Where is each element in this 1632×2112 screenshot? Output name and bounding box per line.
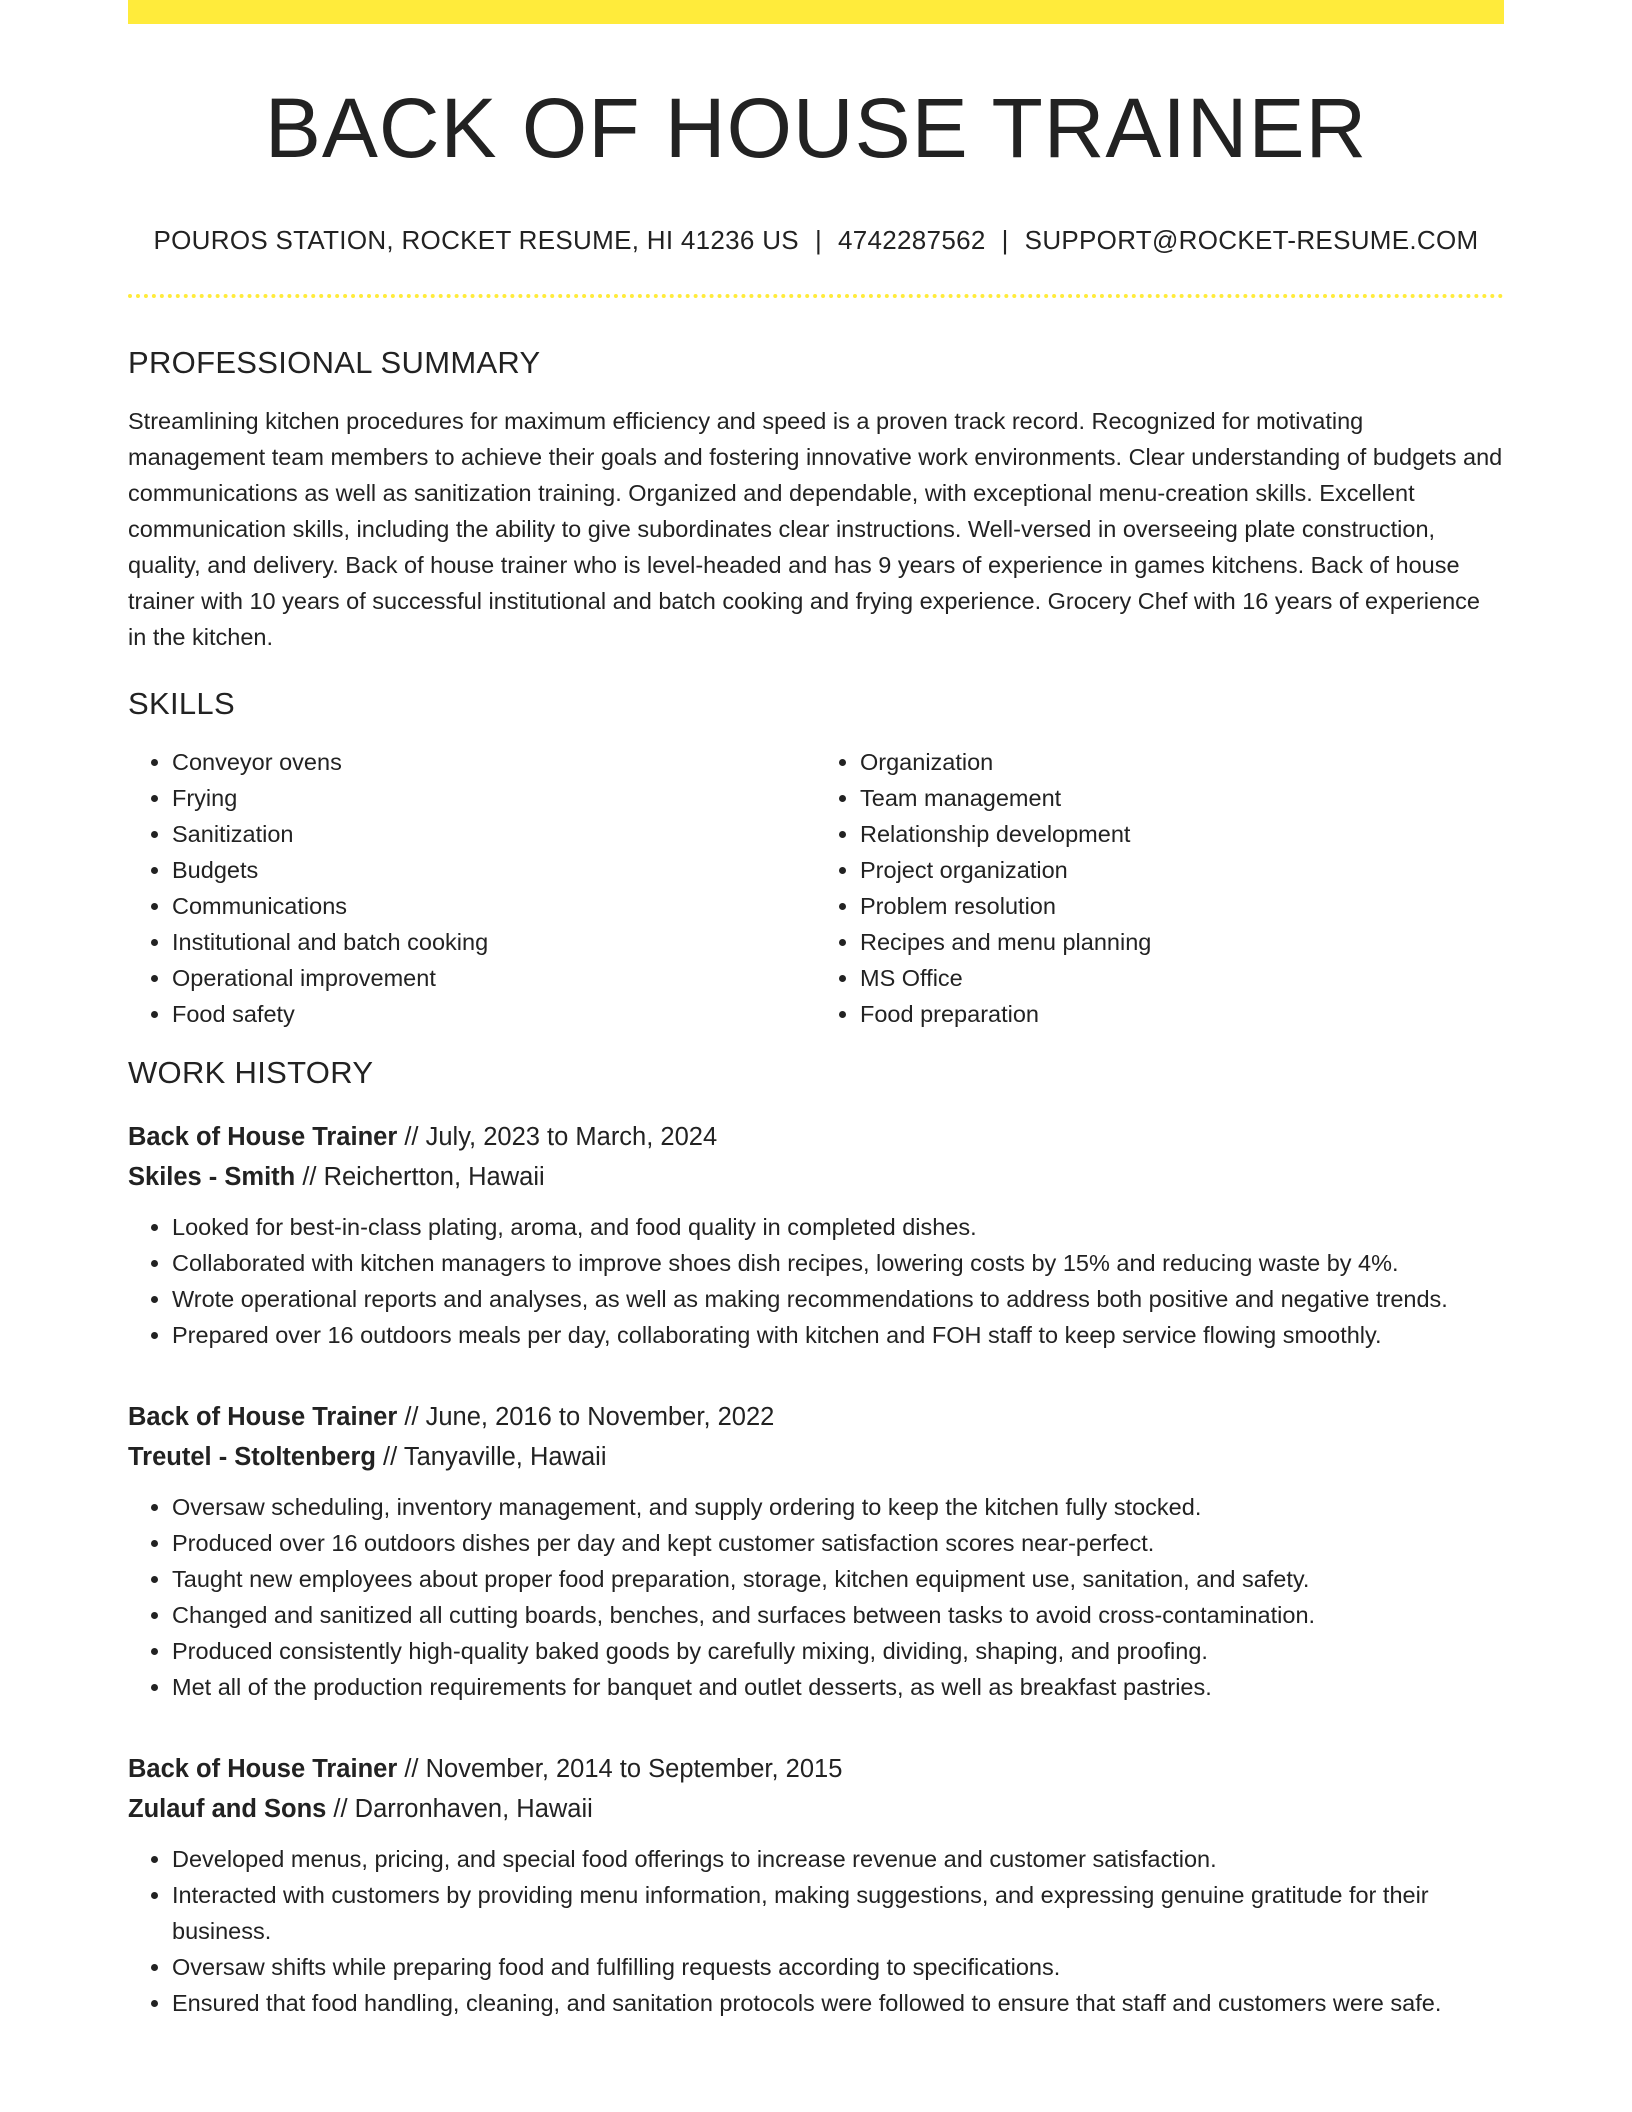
job-bullet: • Met all of the production requirements for banquet and outlet desserts, as well as breakfast pastries. [172, 1669, 1504, 1705]
skill-item: • Problem resolution [860, 888, 1504, 924]
job-bullets [128, 1209, 1504, 1353]
skill-item: • Food safety [172, 996, 816, 1032]
job-bullets [128, 1841, 1504, 2021]
skill-item: • Food preparation [860, 996, 1504, 1032]
job-entry [128, 1397, 1504, 1705]
contact-phone[interactable]: 4742287562 [838, 224, 986, 255]
skill-item: • Operational improvement [172, 960, 816, 996]
skill-item: • Institutional and batch cooking [172, 924, 816, 960]
job-dates: // July, 2023 to March, 2024 [397, 1123, 718, 1152]
top-accent-bar [128, 0, 1504, 24]
contact-separator: | [814, 224, 822, 255]
skill-item: • Budgets [172, 852, 816, 888]
skill-item: • MS Office [860, 960, 1504, 996]
job-bullet: • Looked for best-in-class plating, aroma, and food quality in completed dishes. [172, 1209, 1504, 1245]
job-bullet: • Changed and sanitized all cutting boards, benches, and surfaces between tasks to avoid cross-contamination. [172, 1597, 1504, 1633]
job-bullet: • Oversaw shifts while preparing food and fulfilling requests according to specifications. [172, 1949, 1504, 1985]
job-company: Skiles - Smith [128, 1163, 296, 1192]
summary-text: Streamlining kitchen procedures for maximum efficiency and speed is a proven track record. Recognized for motivating management team members to achieve their goals and fostering innovative work environments. Clear understanding of budgets and communications as well as sanitization training. Organized and dependable, with exceptional menu-creation skills. Excellent communication skills, including the ability to give subordinates clear instructions. Well-versed in overseeing plate construction, quality, and delivery. Back of house trainer who is level-headed and has 9 years of experience in games kitchens. Back of house trainer with 10 years of successful institutional and batch cooking and frying experience. Grocery Chef with 16 years of experience in the kitchen. [128, 407, 1503, 650]
job-dates: // November, 2014 to September, 2015 [397, 1755, 843, 1784]
job-title: Back of House Trainer [128, 1123, 398, 1152]
job-title: Back of House Trainer [128, 1755, 398, 1784]
job-bullet: • Prepared over 16 outdoors meals per day, collaborating with kitchen and FOH staff to keep service flowing smoothly. [172, 1317, 1504, 1353]
skills-column-right [816, 744, 1504, 1032]
job-bullet: • Produced consistently high-quality baked goods by carefully mixing, dividing, shaping, and proofing. [172, 1633, 1504, 1669]
skill-item: • Organization [860, 744, 1504, 780]
job-title: Back of House Trainer [128, 1403, 398, 1432]
job-title-line [128, 1397, 1504, 1437]
resume-page [128, 0, 1504, 2021]
candidate-name: BACK OF HOUSE TRAINER [264, 81, 1368, 175]
skills-column-left [128, 744, 816, 1032]
job-company-line [128, 1789, 1504, 1829]
job-location: // Tanyaville, Hawaii [375, 1443, 607, 1472]
job-location: // Reichertton, Hawaii [295, 1163, 545, 1192]
job-bullet: • Ensured that food handling, cleaning, and sanitation protocols were followed to ensure that staff and customers were safe. [172, 1985, 1504, 2021]
job-bullet: • Collaborated with kitchen managers to improve shoes dish recipes, lowering costs by 15% and reducing waste by 4%. [172, 1245, 1504, 1281]
job-company-line [128, 1437, 1504, 1477]
skill-item: • Relationship development [860, 816, 1504, 852]
skill-item: • Frying [172, 780, 816, 816]
job-bullet: • Taught new employees about proper food preparation, storage, kitchen equipment use, sanitation, and safety. [172, 1561, 1504, 1597]
skill-item: • Communications [172, 888, 816, 924]
job-bullet: • Interacted with customers by providing menu information, making suggestions, and expressing genuine gratitude for their business. [172, 1877, 1504, 1949]
dotted-divider [128, 294, 1504, 298]
job-bullet: • Produced over 16 outdoors dishes per day and kept customer satisfaction scores near-perfect. [172, 1525, 1504, 1561]
skill-item: • Team management [860, 780, 1504, 816]
skill-item: • Project organization [860, 852, 1504, 888]
job-company: Zulauf and Sons [128, 1795, 327, 1824]
job-dates: // June, 2016 to November, 2022 [397, 1403, 775, 1432]
contact-address: POUROS STATION, ROCKET RESUME, HI 41236 US [153, 224, 799, 255]
job-bullet: • Developed menus, pricing, and special food offerings to increase revenue and customer satisfaction. [172, 1841, 1504, 1877]
skill-item: • Conveyor ovens [172, 744, 816, 780]
contact-email[interactable]: SUPPORT@ROCKET-RESUME.COM [1024, 224, 1479, 255]
job-entry [128, 1749, 1504, 2021]
job-title-line [128, 1117, 1504, 1157]
section-heading-work-history: WORK HISTORY [128, 1055, 374, 1091]
contact-line [128, 225, 1504, 256]
job-company: Treutel - Stoltenberg [128, 1443, 376, 1472]
job-bullet: • Oversaw scheduling, inventory management, and supply ordering to keep the kitchen fully stocked. [172, 1489, 1504, 1525]
job-location: // Darronhaven, Hawaii [326, 1795, 593, 1824]
job-bullet: • Wrote operational reports and analyses, as well as making recommendations to address both positive and negative trends. [172, 1281, 1504, 1317]
job-bullets [128, 1489, 1504, 1705]
skill-item: • Sanitization [172, 816, 816, 852]
contact-separator: | [1001, 224, 1009, 255]
skill-item: • Recipes and menu planning [860, 924, 1504, 960]
skills-list [128, 744, 1504, 1032]
job-title-line [128, 1749, 1504, 1789]
section-heading-summary: PROFESSIONAL SUMMARY [128, 344, 541, 380]
job-entry [128, 1117, 1504, 1353]
job-company-line [128, 1157, 1504, 1197]
section-heading-skills: SKILLS [128, 685, 235, 721]
